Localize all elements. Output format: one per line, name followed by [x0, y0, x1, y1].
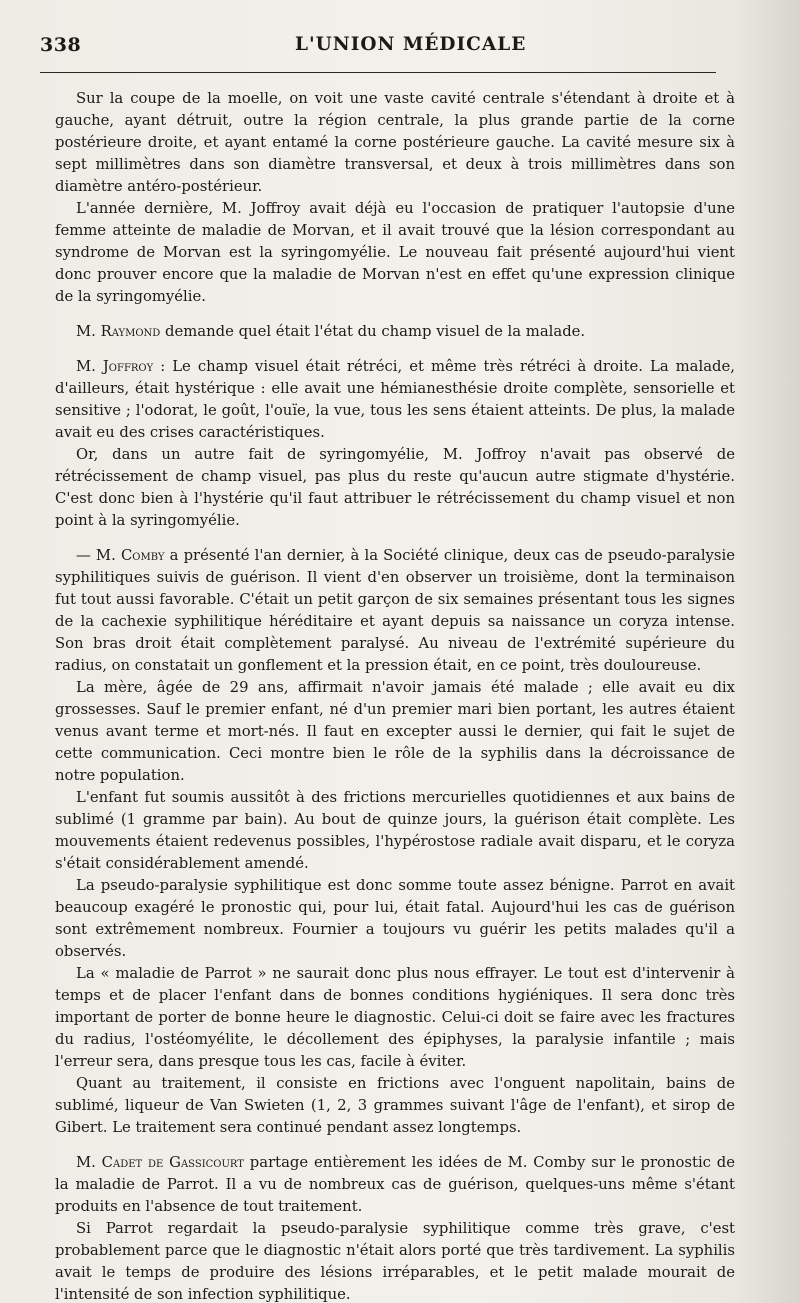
body-text [55, 88, 735, 1303]
paragraph: La « maladie de Parrot » ne saurait donc plus nous effrayer. Le tout est d'intervenir à temps et de placer l'enfant dans de bonnes conditions hygiéniques. Il sera donc très important de porter de bonne heure le diagnostic. Celui-ci doit se faire avec les fractures du radius, l'ostéomyélite, le décollement des épiphyses, la paralysie infantile ; mais l'erreur sera, dans presque tous les cas, facile à éviter. [55, 965, 735, 1070]
paragraph: M. Raymond demande quel était l'état du champ visuel de la malade. [76, 323, 586, 340]
running-title: L'UNION MÉDICALE [295, 34, 527, 55]
paragraph: M. Joffroy : Le champ visuel était rétréci, et même très rétréci à droite. La malade, d'ailleurs, était hystérique : elle avait une hémianesthésie droite complète, sensorielle et sensitive ; l'odorat, le goût, l'ouïe, la vue, tous les sens étaient atteints. De plus, la malade avait eu des crises caractéristiques. [55, 358, 735, 441]
paragraph: L'année dernière, M. Joffroy avait déjà eu l'occasion de pratiquer l'autopsie d'une femme atteinte de maladie de Morvan, et il avait trouvé que la lésion correspondant au syndrome de Morvan est la syringomyélie. Le nouveau fait présenté aujourd'hui vient donc prouver encore que la maladie de Morvan n'est en effet qu'une expression clinique de la syringomyélie. [55, 200, 735, 305]
speaker-name: Raymond [100, 323, 161, 340]
paragraph: La mère, âgée de 29 ans, affirmait n'avoir jamais été malade ; elle avait eu dix grossesses. Sauf le premier enfant, né d'un premier mari bien portant, les autres étaient venus avant terme et mort-nés. Il faut en excepter aussi le dernier, qui fait le sujet de cette communication. Ceci montre bien le rôle de la syphilis dans la décroissance de notre population. [55, 679, 735, 784]
header-rule [40, 72, 716, 73]
page-number: 338 [40, 34, 82, 56]
paragraph: L'enfant fut soumis aussitôt à des frictions mercurielles quotidiennes et aux bains de sublimé (1 gramme par bain). Au bout de quinze jours, la guérison était complète. Les mouvements étaient redevenus possibles, l'hypérostose radiale avait disparu, et le coryza s'était considérablement amendé. [55, 789, 735, 872]
speaker-name: Joffroy [102, 358, 154, 375]
paragraph: — M. Comby a présenté l'an dernier, à la Société clinique, deux cas de pseudo-paralysie syphilitiques suivis de guérison. Il vient d'en observer un troisième, dont la terminaison fut tout aussi favorable. C'était un petit garçon de six semaines présentant tous les signes de la cachexie syphilitique héréditaire et ayant depuis sa naissance un coryza intense. Son bras droit était complètement paralysé. Au niveau de l'extrémité supérieure du radius, on constatait un gonflement et la pression était, en ce point, très douloureuse. [55, 547, 736, 674]
speaker-name: Comby [120, 547, 165, 564]
speaker-name: Cadet de Gassicourt [101, 1154, 244, 1171]
paragraph: Or, dans un autre fait de syringomyélie, M. Joffroy n'avait pas observé de rétrécissement de champ visuel, pas plus du reste qu'aucun autre stigmate d'hystérie. C'est donc bien à l'hystérie qu'il faut attribuer le rétrécissement du champ visuel et non point à la syringomyélie. [55, 446, 735, 529]
page-header [40, 34, 740, 64]
paragraph: M. Cadet de Gassicourt partage entièrement les idées de M. Comby sur le pronostic de la maladie de Parrot. Il a vu de nombreux cas de guérison, quelques-uns même s'étant produits en l'absence de tout traitement. [55, 1154, 736, 1215]
paragraph: Sur la coupe de la moelle, on voit une vaste cavité centrale s'étendant à droite et à gauche, ayant détruit, outre la région centrale, la plus grande partie de la corne postérieure droite, et ayant entamé la corne postérieure gauche. La cavité mesure six à sept millimètres dans son diamètre transversal, et deux à trois millimètres dans son diamètre antéro-postérieur. [55, 90, 735, 195]
paragraph: Si Parrot regardait la pseudo-paralysie syphilitique comme très grave, c'est probablement parce que le diagnostic n'était alors porté que très tardivement. La syphilis avait le temps de produire des lésions irréparables, et le petit malade mourait de l'intensité de son infection syphilitique. [55, 1220, 735, 1303]
paragraph: Quant au traitement, il consiste en frictions avec l'onguent napolitain, bains de sublimé, liqueur de Van Swieten (1, 2, 3 grammes suivant l'âge de l'enfant), et sirop de Gibert. Le traitement sera continué pendant assez longtemps. [55, 1075, 735, 1136]
paragraph: La pseudo-paralysie syphilitique est donc somme toute assez bénigne. Parrot en avait beaucoup exagéré le pronostic qui, pour lui, était fatal. Aujourd'hui les cas de guérison sont extrêmement nombreux. Fournier a toujours vu guérir les petits malades qu'il a observés. [55, 877, 735, 960]
